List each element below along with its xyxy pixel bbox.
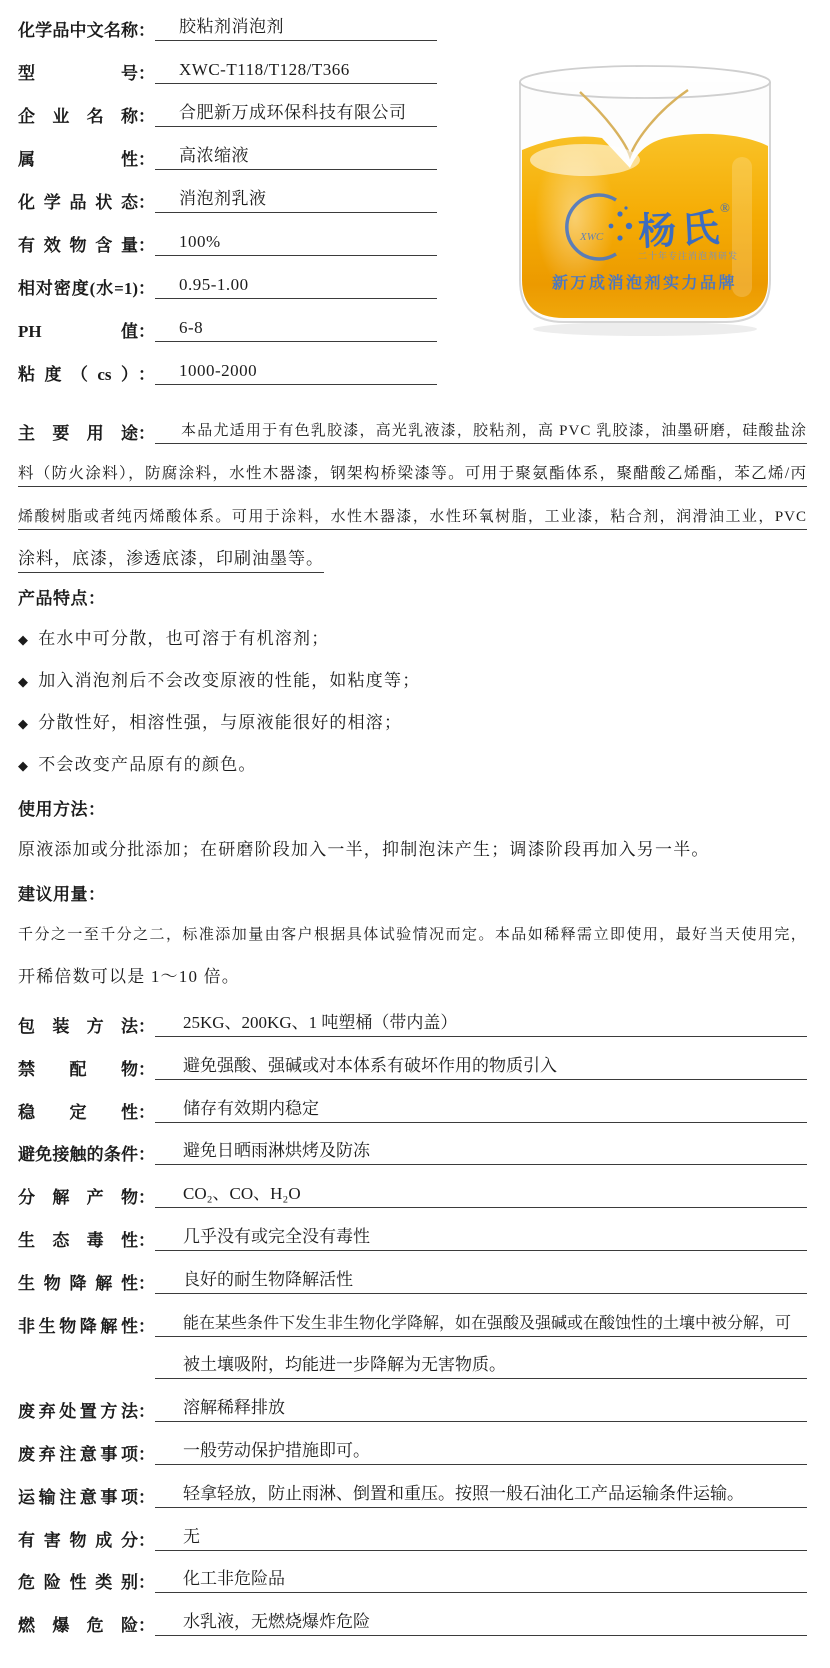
field-value: 避免强酸、强碱或对本体系有破坏作用的物质引入 [155,1051,807,1080]
beaker-rim [520,66,770,98]
product-photo [480,42,810,340]
feature-text: 在水中可分散，也可溶于有机溶剂； [38,629,330,648]
diamond-bullet-icon: ◆ [18,758,30,773]
feature-item [18,700,807,742]
field-label: 粘度（cs） [18,365,138,384]
field-label: 生态毒性 [18,1230,138,1250]
product-beaker-image [480,42,810,340]
brand-tagline-small: 二十年专注消泡剂研发 [638,251,739,261]
field-value: 储存有效期内稳定 [155,1094,807,1123]
field-colon: ： [138,150,155,169]
field-colon: ： [138,1616,155,1636]
field-colon: ： [138,1273,155,1293]
brand-reg-mark: ® [720,200,730,215]
field-value: 轻拿轻放，防止雨淋、倒置和重压。按照一般石油化工产品运输条件运输。 [155,1479,807,1508]
beaker-shadow [533,322,757,336]
field-row-decomposition [18,1181,807,1208]
field-value: 溶解稀释排放 [155,1393,807,1422]
dosage-heading: 建议用量： [18,885,106,904]
main-use-text: 涂料，底漆，渗透底漆，印刷油墨等。 [18,544,324,573]
field-value: 25KG、200KG、1 吨塑桶（带内盖） [155,1008,807,1037]
diamond-bullet-icon: ◆ [18,674,30,689]
field-row-property [18,143,420,170]
field-value: 水乳液，无燃烧爆炸危险 [155,1607,807,1636]
field-row-stability [18,1096,807,1123]
field-row-avoid-conditions [18,1138,807,1165]
main-use-line [18,487,807,530]
field-colon: ： [138,1017,155,1036]
liquid-highlight [535,142,615,292]
field-row-active-content [18,229,420,256]
field-label: 属性 [18,150,138,169]
brand-tagline: 新万成消泡剂实力品牌 [552,275,738,292]
field-value: 良好的耐生物降解活性 [155,1265,807,1294]
usage-heading: 使用方法： [18,800,106,819]
field-value: 1000-2000 [155,361,437,385]
feature-text: 分散性好，相溶性强，与原液能很好的相溶； [38,713,403,732]
field-value: 能在某些条件下发生非生物化学降解，如在强酸及强碱或在酸蚀性的土壤中被分解，可 [155,1310,807,1337]
field-value: 胶粘剂消泡剂 [155,12,437,41]
field-row-ph [18,315,420,342]
field-row-packaging [18,1010,807,1037]
field-label: 有害物成分 [18,1530,138,1550]
field-colon: ： [138,236,155,255]
field-colon: ： [138,1188,155,1208]
field-value: 100% [155,232,437,256]
field-colon: ： [138,424,155,443]
field-value: 消泡剂乳液 [155,184,437,213]
field-label: 危险性类别 [18,1573,138,1593]
field-colon: ： [138,322,155,341]
field-label: 型号 [18,64,138,83]
field-label: 稳定性 [18,1102,138,1122]
field-row-transport-precautions [18,1481,807,1508]
field-row-abiotic-degradability [18,1310,807,1337]
field-row-incompatibles [18,1053,807,1080]
field-label: 化学品状态 [18,193,138,212]
field-value: 一般劳动保护措施即可。 [155,1436,807,1465]
field-value: 无 [155,1522,807,1551]
field-colon: ： [138,64,155,83]
field-label: 企业名称 [18,107,138,126]
feature-text: 不会改变产品原有的颜色。 [38,755,257,774]
main-use-line [18,444,807,487]
field-colon: ： [138,1316,155,1336]
main-use-section [18,401,807,573]
field-label: 相对密度(水=1) [18,279,138,298]
field-colon: ： [138,1102,155,1122]
field-colon: ： [138,1444,155,1464]
field-row-fire-explosion-hazard [18,1609,807,1636]
main-use-text: 料（防火涂料），防腐涂料，水性木器漆，钢架构桥梁漆等。可用于聚氨酯体系，聚醋酸乙烯酯，苯乙烯/丙 [18,461,807,487]
field-colon: ： [138,1230,155,1250]
main-use-text: 本品尤适用于有色乳胶漆，高光乳液漆，胶粘剂，高 PVC 乳胶漆，油墨研磨，硅酸盐涂 [155,419,807,444]
dosage-text-line: 开稀倍数可以是 1～10 倍。 [18,967,240,986]
field-value: XWC-T118/T128/T366 [155,60,437,84]
field-label: 运输注意事项 [18,1487,138,1507]
field-label: 燃爆危险 [18,1616,138,1636]
main-use-text: 烯酸树脂或者纯丙烯酸体系。可用于涂料，水性木器漆，水性环氧树脂，工业漆，粘合剂，润滑油工业，PVC [18,505,807,530]
field-colon: ： [138,21,155,40]
brand-name-text: 杨氏 [637,207,726,254]
field-row-disposal-precautions [18,1438,807,1465]
field-value: 0.95-1.00 [155,275,437,299]
field-row-abiotic-degradability-cont [18,1352,807,1379]
field-row-density [18,272,420,299]
field-row-model [18,57,420,84]
field-colon: ： [138,193,155,212]
feature-item [18,616,807,658]
field-colon: ： [138,1530,155,1550]
usage-text: 原液添加或分批添加；在研磨阶段加入一半，抑制泡沫产生；调漆阶段再加入另一半。 [18,840,710,859]
dosage-text-line: 千分之一至千分之二，标准添加量由客户根据具体试验情况而定。本品如稀释需立即使用，最好当天使用完， [18,927,807,943]
field-colon: ： [138,1402,155,1422]
field-row-eco-toxicity [18,1224,807,1251]
features-heading: 产品特点： [18,589,106,608]
feature-item [18,742,807,784]
field-row-harmful-components [18,1524,807,1551]
field-label: 生物降解性 [18,1273,138,1293]
field-label: 包装方法 [18,1017,138,1036]
field-row-company [18,100,420,127]
field-colon: ： [138,1573,155,1593]
field-label: 主要用途 [18,424,138,443]
field-colon: ： [138,1145,155,1165]
logo-initials: XWC [580,231,604,243]
main-use-line [18,530,807,573]
field-row-viscosity [18,358,420,385]
field-value: CO₂、CO、H₂O [155,1179,807,1208]
field-colon: ： [138,365,155,384]
main-use-line [18,401,807,444]
field-row-disposal-method [18,1395,807,1422]
field-label: 禁配物 [18,1059,138,1079]
feature-text: 加入消泡剂后不会改变原液的性能，如粘度等； [38,671,421,690]
field-colon: ： [138,1487,155,1507]
field-row-biodegradability [18,1267,807,1294]
field-value: 化工非危险品 [155,1564,807,1593]
field-label: 有效物含量 [18,236,138,255]
field-label: 废弃注意事项 [18,1444,138,1464]
field-colon: ： [138,279,155,298]
field-value: 合肥新万成环保科技有限公司 [155,98,437,127]
field-label: 避免接触的条件 [18,1145,138,1165]
feature-item [18,658,807,700]
field-label: 废弃处置方法 [18,1402,138,1422]
field-value-continuation: 被土壤吸附，均能进一步降解为无害物质。 [155,1350,807,1379]
field-value: 避免日晒雨淋烘烤及防冻 [155,1136,807,1165]
field-row-hazard-class [18,1566,807,1593]
bottom-fields-section [18,1010,807,1636]
field-label: 化学品中文名称 [18,21,138,40]
field-colon: ： [138,1059,155,1079]
field-label: 分解产物 [18,1188,138,1208]
diamond-bullet-icon: ◆ [18,716,30,731]
field-row-chemical-name [18,14,420,41]
field-label: 非生物降解性 [18,1316,138,1336]
field-label: PH值 [18,322,138,341]
diamond-bullet-icon: ◆ [18,632,30,647]
field-row-state [18,186,420,213]
field-value: 6-8 [155,318,437,342]
field-value: 高浓缩液 [155,141,437,170]
field-value: 几乎没有或完全没有毒性 [155,1222,807,1251]
top-fields-section [18,14,420,385]
field-colon: ： [138,107,155,126]
